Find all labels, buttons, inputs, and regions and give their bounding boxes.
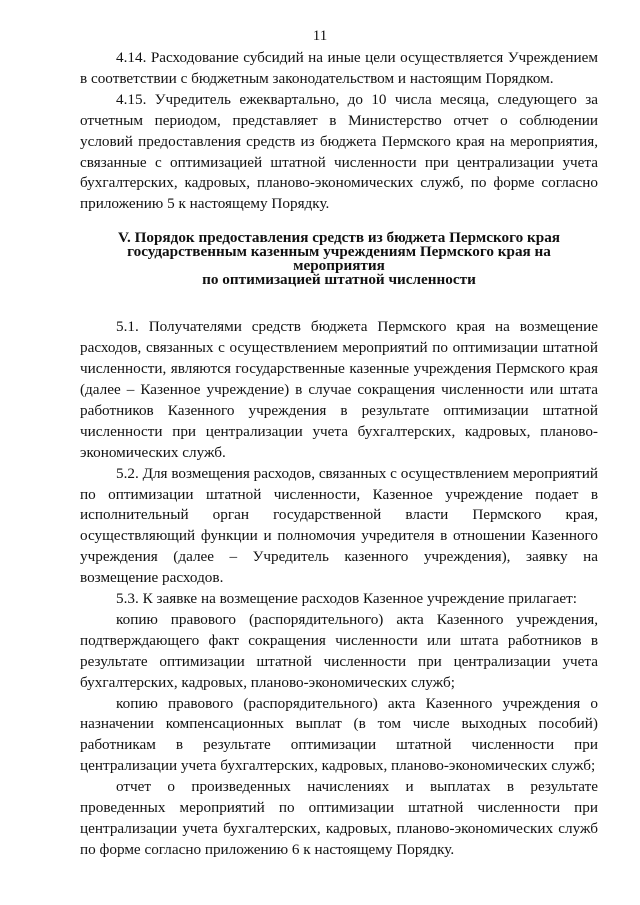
list-item-payments-report: отчет о произведенных начислениях и выплатах в результате проведенных мероприятий по оптимизации штатной численности при централизации учета бухгалтерских, кадровых, планово-экономических служб по форме согласно приложению 6 к настоящему Порядку. (80, 778, 598, 858)
paragraph-5-2: 5.2. Для возмещения расходов, связанных с осуществлением мероприятий по оптимизации штатной численности, Казенное учреждение подает в исполнительный орган государственной власти Пермского края, осуществляющий функции и полномочия учредителя в отношении Казенного учреждения (далее – Учредитель казенного учреждения), заявку на возмещение расходов. (80, 464, 598, 587)
paragraph-5-3: 5.3. К заявке на возмещение расходов Казенное учреждение прилагает: (116, 590, 578, 608)
section-heading-line: V. Порядок предоставления средств из бюджета Пермского края (117, 229, 561, 247)
document-body (80, 48, 598, 861)
list-item-act-copy-compensation: копию правового (распорядительного) акта Казенного учреждения о назначении компенсационных выплат (в том числе выходных пособий) работникам в результате оптимизации штатной численности при централизации учета бухгалтерских, кадровых, планово-экономических служб; (80, 694, 598, 775)
paragraph-5-1: 5.1. Получателями средств бюджета Пермского края на возмещение расходов, связанных с осуществлением мероприятий по оптимизации штатной численности, являются государственные казенные учреждения Пермского края (далее – Казенное учреждение) в случае сокращения численности или штата работников Казенного учреждения в результате оптимизации штатной численности при централизации учета бухгалтерских, кадровых, планово-экономических служб. (80, 318, 598, 461)
list-item-act-copy-reduction: копию правового (распорядительного) акта Казенного учреждения, подтверждающего факт сокращения численности или штата работников в результате оптимизации штатной численности при централизации учета бухгалтерских, кадровых, планово-экономических служб; (80, 610, 598, 691)
paragraph-4-14: 4.14. Расходование субсидий на иные цели осуществляется Учреждением в соответствии с бюджетным законодательством и настоящим Порядком. (80, 49, 598, 87)
page-number: 11 (312, 28, 328, 44)
section-heading-line: государственным казенным учреждениям Пермского края на мероприятия (127, 243, 551, 275)
section-heading (80, 231, 598, 287)
paragraph-4-15: 4.15. Учредитель ежеквартально, до 10 числа месяца, следующего за отчетным периодом, представляет в Министерство отчет о соблюдении условий предоставления средств из бюджета Пермского края на мероприятия, связанные с оптимизацией штатной численности при централизации учета бухгалтерских, кадровых, планово-экономических служб, по форме согласно приложению 5 к настоящему Порядку. (80, 90, 598, 213)
section-heading-line: по оптимизацией штатной численности (202, 271, 476, 289)
